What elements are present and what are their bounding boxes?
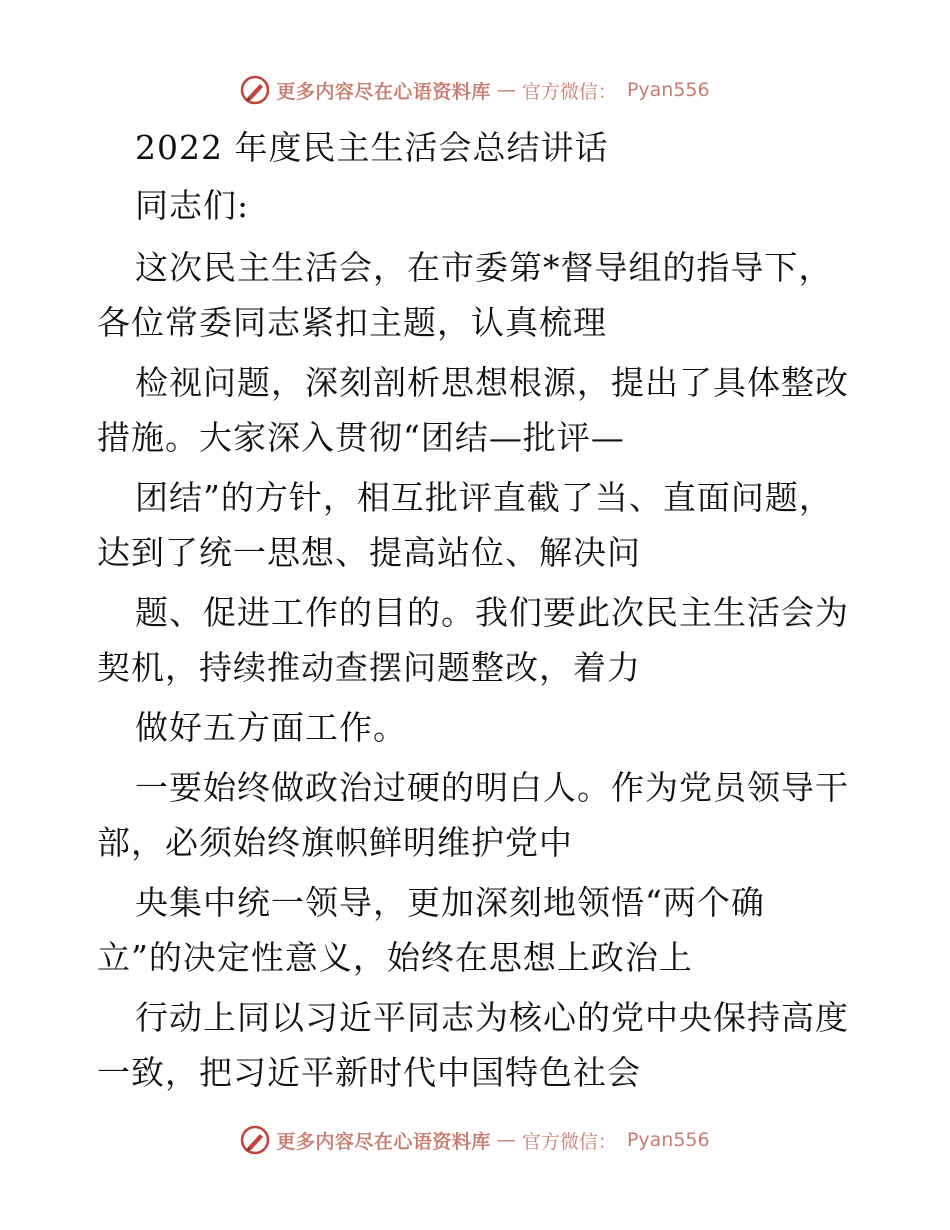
text-line: 一致，把习近平新时代中国特色社会	[97, 1053, 641, 1092]
text-line: 立”的决定性意义，始终在思想上政治上	[97, 938, 693, 977]
text-line: 各位常委同志紧扣主题，认真梳理	[97, 303, 607, 342]
text-line: 行动上同以习近平同志为核心的党中央保持高度	[135, 998, 849, 1037]
text-line: 措施。大家深入贯彻“团结—批评—	[97, 418, 625, 457]
watermark-label: 官方微信：	[521, 1130, 617, 1153]
text-line: 题、促进工作的目的。我们要此次民主生活会为	[135, 593, 849, 632]
salutation: 同志们:	[135, 186, 250, 225]
watermark-separator: —	[496, 79, 516, 101]
text-line: 契机，持续推动查摆问题整改，着力	[97, 648, 641, 687]
text-line: 达到了统一思想、提高站位、解决问	[97, 533, 641, 572]
text-line: 检视问题，深刻剖析思想根源，提出了具体整改	[135, 363, 849, 402]
header-watermark	[0, 70, 950, 110]
text-line: 央集中统一领导，更加深刻地领悟“两个确	[135, 883, 765, 922]
watermark-account: Pyan556	[626, 1129, 710, 1151]
text-line: 部，必须始终旗帜鲜明维护党中	[97, 823, 573, 862]
pen-logo-icon	[240, 75, 270, 105]
text-line: 这次民主生活会，在市委第*督导组的指导下，	[135, 248, 833, 287]
pen-logo-icon	[240, 1125, 270, 1155]
document-title: 2022 年度民主生活会总结讲话	[135, 128, 609, 167]
text-line: 一要始终做政治过硬的明白人。作为党员领导干	[135, 768, 849, 807]
footer-watermark	[0, 1120, 950, 1160]
text-line: 团结”的方针，相互批评直截了当、直面问题，	[135, 478, 833, 517]
watermark-brand-text: 更多内容尽在心语资料库	[276, 1130, 491, 1153]
watermark-separator: —	[496, 1129, 516, 1151]
text-line: 做好五方面工作。	[135, 708, 407, 747]
watermark-brand-text: 更多内容尽在心语资料库	[276, 80, 491, 103]
watermark-account: Pyan556	[626, 79, 710, 101]
watermark-label: 官方微信：	[521, 80, 617, 103]
